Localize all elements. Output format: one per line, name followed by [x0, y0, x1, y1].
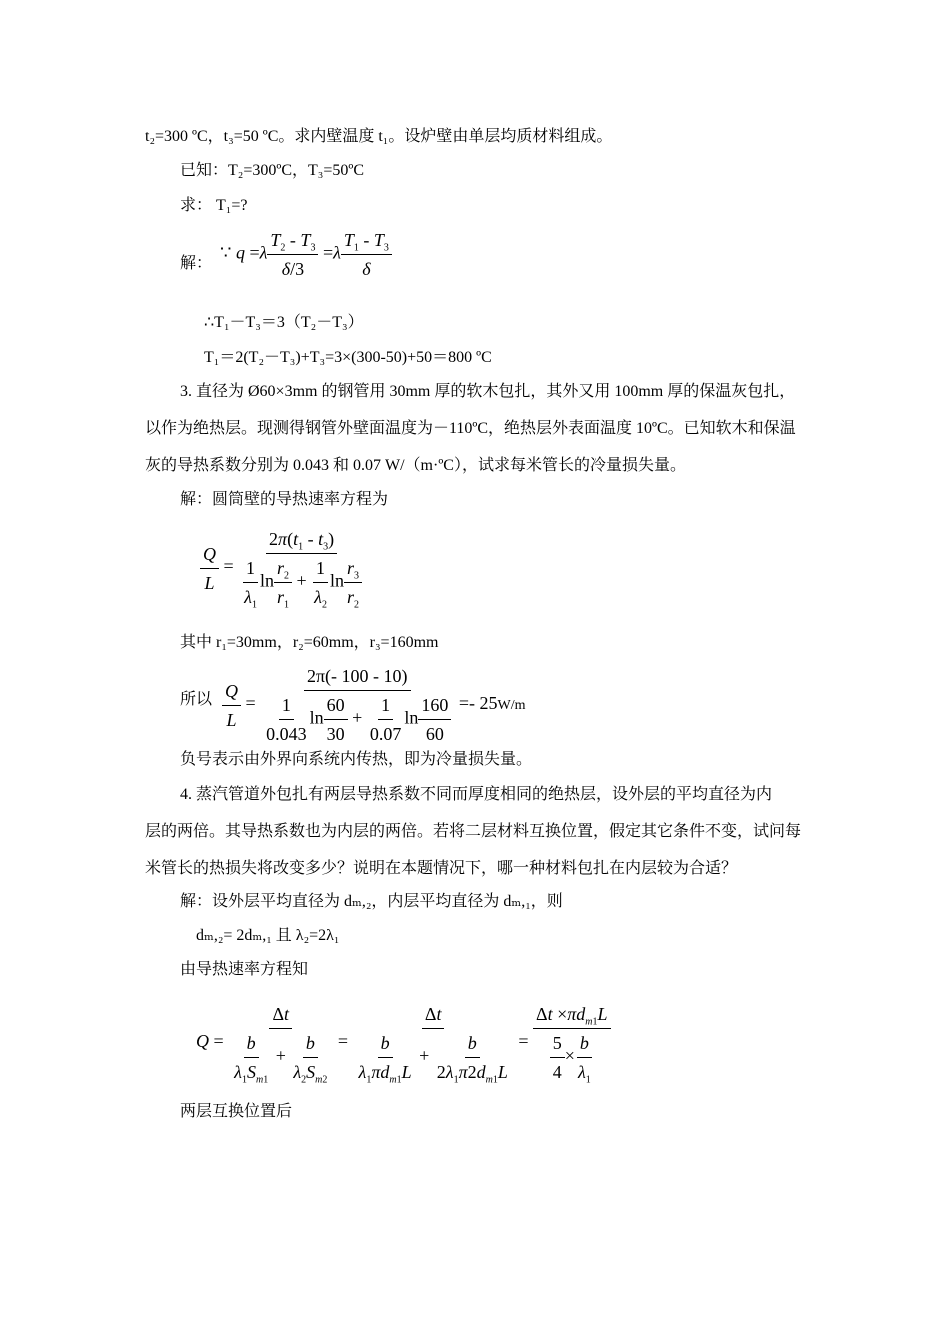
result-unit: W/m — [497, 698, 526, 714]
text-line: 求： T₁=? — [180, 197, 248, 214]
text-line: 两层互换位置后 — [180, 1103, 293, 1120]
text-line: 由导热速率方程知 — [180, 961, 309, 978]
result-value: =- 25 — [458, 693, 498, 714]
equation-heat-flux-flat-wall: ∵ q =λ $\frac{T_2 - T_3}{\delta/3}$ =λ $\frac{T_1 - T_3}{\delta}$ — [220, 228, 392, 281]
text-line: 解：圆筒壁的导热速率方程为 — [180, 491, 389, 508]
text-line: 负号表示由外界向系统内传热，即为冷量损失量。 — [180, 751, 533, 768]
solution-label: 解： — [180, 255, 213, 272]
problem-4-text: 层的两倍。其导热系数也为内层的两倍。若将二层材料互换位置，假定其它条件不变，试问每 — [145, 823, 802, 840]
text-line: ∴T₁－T₃＝3（T₂－T₃） — [204, 314, 364, 331]
problem-3-text: 灰的导热系数分别为 0.043 和 0.07 W/（m·ºC），试求每米管长的冷量损失量。 — [145, 457, 686, 474]
equation-cylinder-heat-rate: $\frac{Q}{L}$ = $2\pi(t_1 - t_3)$ $\frac{1}{\lambda_1}$ ln $\frac{r_2}{r_1}$ + $\frac{1}{\lambda_2}$ ln $\frac{r_3}{r_2}$ — [200, 527, 365, 609]
so-label: 所以 — [180, 691, 213, 708]
text-line: 解：设外层平均直径为 dₘ,₂，内层平均直径为 dₘ,₁，则 — [180, 893, 563, 910]
text-line: dₘ,₂= 2dₘ,₁ 且 λ₂=2λ₁ — [196, 927, 340, 944]
text-line: 已知：T₂=300ºC，T₃=50ºC — [180, 162, 365, 179]
equation-numeric-heat-loss: $\frac{Q}{L}$ = 2π(- 100 - 10) $\frac{1}{0.043}$ ln $\frac{60}{30}$ + $\frac{1}{0.07}$ ln $\frac{160}{60}$ =- 25W/m — [222, 664, 526, 746]
text-line: t₂=300 ºC，t₃=50 ºC。求内壁温度 t₁。设炉壁由单层均质材料组成。 — [145, 128, 613, 145]
problem-3-text: 3. 直径为 Ø60×3mm 的钢管用 30mm 厚的软木包扎，其外又用 100mm 厚的保温灰包扎， — [180, 383, 796, 400]
problem-4-text: 米管长的热损失将改变多少？说明在本题情况下，哪一种材料包扎在内层较为合适？ — [145, 860, 738, 877]
problem-4-text: 4. 蒸汽管道外包扎有两层导热系数不同而厚度相同的绝热层，设外层的平均直径为内 — [180, 786, 773, 803]
problem-3-text: 以作为绝热层。现测得钢管外壁面温度为－110ºC，绝热层外表面温度 10ºC。已知软木和保温 — [145, 420, 796, 437]
text-line: T₁＝2(T₂－T₃)+T₃=3×(300-50)+50＝800 ºC — [204, 349, 492, 366]
text-line: 其中 r₁=30mm，r₂=60mm，r₃=160mm — [180, 634, 439, 651]
equation-two-layer-heat-rate: Q = Δt $\frac{b}{\lambda_1S_{m1}}$ + $\frac{b}{\lambda_2S_{m2}}$ = Δt $\frac{b}{\lambda_1\pi d_{m1}L}$ + $\frac{b}{2\lambda_1\pi 2d_{m1}L}$ = $\Delta t \times\pi d_{m1}L$ $\frac{5}{4}$ × $\frac{b}{\lambda_1}$ — [196, 1002, 611, 1084]
